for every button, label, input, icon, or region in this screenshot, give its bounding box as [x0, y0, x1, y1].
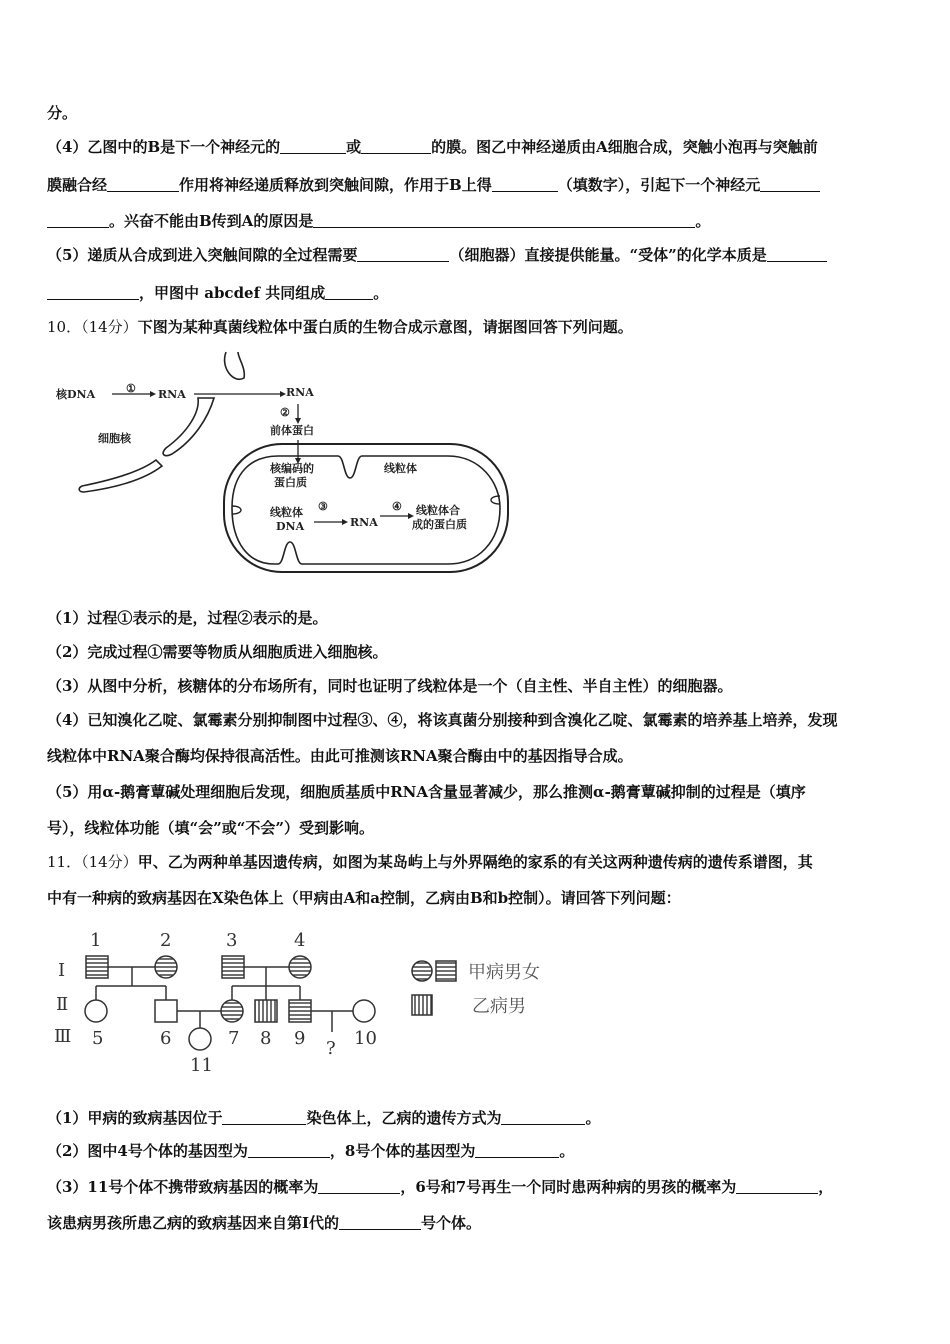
text-fragment: 染色体上，乙病的遗传方式为 [306, 1109, 502, 1127]
mt-protein-label-1: 线粒体合 [416, 504, 460, 517]
q11-3-line-2 [47, 1213, 481, 1233]
legend-disease-b-label: 乙病男 [472, 996, 526, 1017]
q10-4-line-1 [47, 710, 837, 730]
answer-blank[interactable] [501, 1108, 585, 1125]
text-fragment: （5）递质从合成到进入突触间隙的全过程需要 [47, 246, 358, 264]
step-4-label: ④ [392, 500, 402, 513]
individual-10-unaffected-female [353, 1000, 375, 1022]
step-1-label: ① [126, 382, 136, 395]
individual-5-number: 5 [92, 1028, 104, 1049]
q11-3-line-1 [47, 1177, 833, 1197]
nuclear-encoded-protein-label-2: 蛋白质 [274, 476, 307, 489]
individual-4-affected-female [289, 956, 311, 978]
answer-blank[interactable] [248, 1141, 330, 1158]
q10-2-line [47, 642, 387, 662]
text-fragment: （3）从图中分析，核糖体的分布场所有，同时也证明了线粒体是一个（自主性、半自主性）的细胞器。 [47, 677, 733, 695]
individual-6-number: 6 [160, 1028, 172, 1049]
text-fragment: 下图为某种真菌线粒体中蛋白质的生物合成示意图，请据图回答下列问题。 [137, 318, 633, 336]
answer-blank[interactable] [492, 175, 558, 192]
pedigree-chart [50, 926, 590, 1076]
q9-5-line-2 [47, 283, 388, 303]
text-fragment: （5）用α-鹅膏蕈碱处理细胞后发现，细胞质基质中RNA含量显著减少，那么推测α-鹅膏蕈碱抑制的过程是（填序 [47, 783, 806, 801]
q10-3-line [47, 676, 732, 696]
text-fragment: 。兴奋不能由B传到A的原因是 [109, 212, 314, 230]
text-fragment: （填数字），引起下一个神经元 [557, 176, 761, 194]
individual-5-unaffected-female [85, 1000, 107, 1022]
text-fragment: 号），线粒体功能（填“会”或“不会”）受到影响。 [47, 819, 375, 837]
question-number: 11．（14分） [47, 853, 138, 871]
answer-blank[interactable] [107, 175, 179, 192]
q9-4-line-1 [47, 137, 818, 157]
q11-1-line [47, 1108, 600, 1128]
individual-3-number: 3 [226, 930, 238, 951]
individual-8-number: 8 [260, 1028, 272, 1049]
individual-11-unaffected-female [189, 1028, 211, 1050]
mt-protein-label-2: 成的蛋白质 [412, 518, 467, 531]
individual-7-number: 7 [228, 1028, 240, 1049]
legend-disease-a-label: 甲病男女 [468, 962, 540, 983]
nuclear-dna-label: 核DNA [56, 388, 96, 401]
text-fragment: ， [818, 1178, 834, 1196]
answer-blank[interactable] [339, 1213, 421, 1230]
answer-blank[interactable] [280, 137, 346, 154]
unknown-offspring-mark: ? [326, 1038, 336, 1059]
individual-9-number: 9 [294, 1028, 306, 1049]
precursor-protein-label: 前体蛋白 [270, 424, 314, 437]
mt-rna-label: RNA [350, 516, 378, 529]
answer-blank[interactable] [313, 211, 695, 228]
individual-2-number: 2 [160, 930, 172, 951]
answer-blank[interactable] [361, 137, 431, 154]
q9-4-line-3 [47, 211, 710, 231]
arrowhead [342, 519, 348, 525]
answer-blank[interactable] [736, 1177, 818, 1194]
legend-disease-b-male-symbol [412, 995, 432, 1015]
individual-6-unaffected-male [155, 1000, 177, 1022]
text-line [47, 103, 77, 123]
nuclear-encoded-protein-label-1: 核编码的 [270, 462, 314, 475]
individual-7-affected-female [221, 1000, 243, 1022]
text-fragment: 线粒体中RNA聚合酶均保持很高活性。由此可推测该RNA聚合酶由中的基因指导合成。 [47, 747, 633, 765]
text-fragment: （4）乙图中的B是下一个神经元的 [47, 138, 281, 156]
answer-blank[interactable] [767, 245, 827, 262]
individual-1-affected-male [86, 956, 108, 978]
mt-dna-label-2: DNA [276, 520, 305, 533]
nucleus-membrane-top [225, 352, 245, 379]
text-fragment: （2）完成过程①需要等物质从细胞质进入细胞核。 [47, 643, 388, 661]
text-fragment: 。 [695, 212, 711, 230]
text-fragment: （4）已知溴化乙啶、氯霉素分别抑制图中过程③、④，将该真菌分别接种到含溴化乙啶、氯霉素的培养基上培养，发现 [47, 711, 838, 729]
generation-1-label: Ⅰ [58, 960, 66, 981]
text-fragment: 中有一种病的致病基因在X染色体上（甲病由A和a控制，乙病由B和b控制）。请回答下列问题： [47, 889, 681, 907]
question-11-heading [47, 852, 813, 872]
answer-blank[interactable] [475, 1141, 559, 1158]
mitochondrion-label: 线粒体 [384, 462, 417, 475]
text-fragment: 甲、乙为两种单基因遗传病，如图为某岛屿上与外界隔绝的家系的有关这两种遗传病的遗传系谱图，其 [137, 853, 813, 871]
individual-4-number: 4 [294, 930, 306, 951]
q10-5-line-1 [47, 782, 806, 802]
text-fragment: 膜融合经 [47, 176, 108, 194]
q10-4-line-2 [47, 746, 633, 766]
mitochondrion-outer-membrane [224, 444, 508, 572]
rna-left-label: RNA [158, 388, 186, 401]
answer-blank[interactable] [760, 175, 820, 192]
q9-4-line-2 [47, 175, 820, 195]
answer-blank[interactable] [318, 1177, 400, 1194]
question-11-heading-line-2 [47, 888, 681, 908]
q10-1-line [47, 608, 327, 628]
step-2-label: ② [280, 406, 290, 419]
text-fragment: 号个体。 [421, 1214, 482, 1232]
answer-blank[interactable] [357, 245, 449, 262]
q11-2-line [47, 1141, 574, 1161]
text-fragment: （细胞器）直接提供能量。“受体”的化学本质是 [449, 246, 767, 264]
text-fragment: （1）过程①表示的是，过程②表示的是。 [47, 609, 328, 627]
individual-9-affected-male [289, 1000, 311, 1022]
text-fragment: 作用将神经递质释放到突触间隙，作用于B上得 [179, 176, 492, 194]
text-fragment: 该患病男孩所患乙病的致病基因来自第Ⅰ代的 [47, 1214, 340, 1232]
question-number: 10．（14分） [47, 318, 138, 336]
text-fragment: ，8号个体的基因型为 [329, 1142, 476, 1160]
answer-blank[interactable] [325, 283, 373, 300]
generation-3-label: Ⅲ [54, 1026, 72, 1047]
rna-right-label: RNA [286, 386, 314, 399]
answer-blank[interactable] [47, 211, 109, 228]
individual-11-number: 11 [190, 1055, 213, 1076]
question-10-heading [47, 317, 633, 337]
individual-8-disease-b-male [255, 1000, 277, 1022]
mitochondria-protein-synthesis-diagram [48, 346, 518, 578]
individual-3-affected-male [222, 956, 244, 978]
text-fragment: （3）11号个体不携带致病基因的概率为 [47, 1178, 319, 1196]
individual-1-number: 1 [90, 930, 102, 951]
nucleus-membrane-middle [163, 398, 214, 456]
mt-dna-label-1: 线粒体 [270, 506, 303, 519]
crista [232, 506, 241, 514]
answer-blank[interactable] [222, 1108, 306, 1125]
text-fragment: （2）图中4号个体的基因型为 [47, 1142, 248, 1160]
text-fragment: 。 [559, 1142, 575, 1160]
legend-disease-a-female-symbol [412, 961, 432, 981]
text-fragment: 。 [585, 1109, 601, 1127]
text-fragment: 的膜。图乙中神经递质由A细胞合成，突触小泡再与突触前 [431, 138, 818, 156]
nucleus-membrane-bottom [79, 460, 162, 492]
text-fragment: ，甲图中 abcdef 共同组成 [139, 284, 326, 302]
text-fragment: 分。 [47, 104, 78, 122]
arrowhead [150, 391, 156, 397]
generation-2-label: Ⅱ [56, 994, 69, 1015]
q9-5-line-1 [47, 245, 827, 265]
step-3-label: ③ [318, 500, 328, 513]
individual-2-affected-female [155, 956, 177, 978]
text-fragment: （1）甲病的致病基因位于 [47, 1109, 223, 1127]
legend-disease-a-male-symbol [436, 961, 456, 981]
text-fragment: ，6号和7号再生一个同时患两种病的男孩的概率为 [400, 1178, 737, 1196]
individual-10-number: 10 [354, 1028, 377, 1049]
answer-blank[interactable] [47, 283, 139, 300]
nucleus-label: 细胞核 [98, 432, 131, 445]
text-fragment: 。 [373, 284, 389, 302]
q10-5-line-2 [47, 818, 374, 838]
text-fragment: 或 [346, 138, 362, 156]
